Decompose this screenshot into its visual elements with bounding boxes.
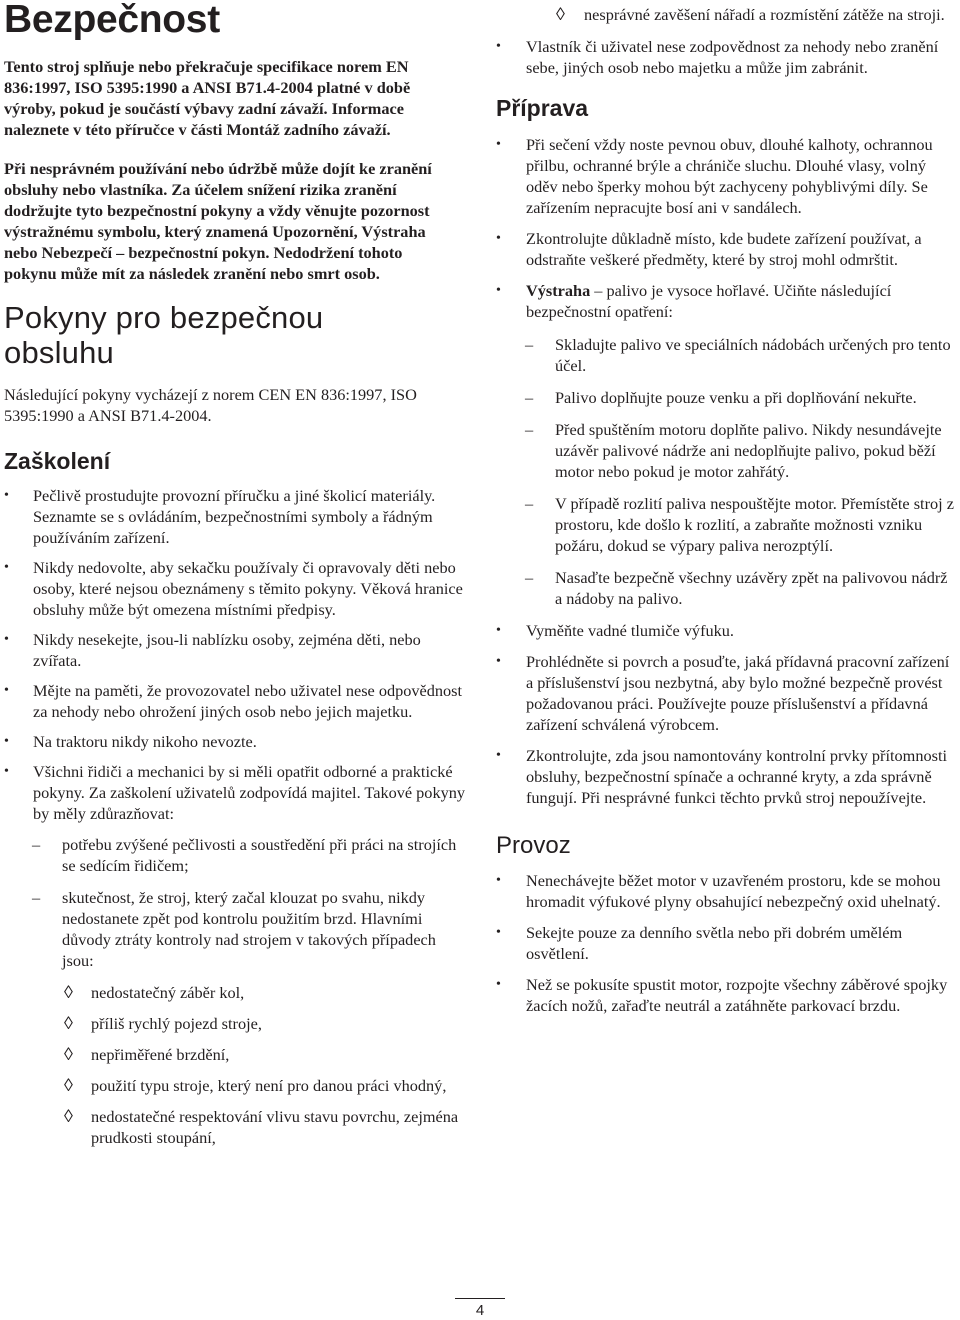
emphasis-list	[4, 834, 466, 971]
bullet-diamond: ◊	[64, 1044, 73, 1064]
operation-item: • Než se pokusíte spustit motor, rozpojte všechny záběrové spojky žacích nožů, zařaďte neutrál a zatáhněte parkovací brzdu.	[496, 975, 948, 1015]
bullet-dot: •	[496, 873, 501, 888]
owner-item: • Vlastník či uživatel nese zodpovědnost za nehody nebo zranění sebe, jiných osob nebo majetku a může jim zabránit.	[496, 37, 939, 77]
prep-title: Příprava	[496, 95, 589, 121]
bullet-diamond: ◊	[64, 1106, 73, 1126]
bullet-dash: –	[525, 568, 534, 587]
bullet-dot: •	[496, 231, 501, 246]
section-title: Pokyny pro bezpečnou obsluhu	[4, 300, 324, 370]
bullet-dot: •	[4, 734, 9, 749]
operation-item: • Nenechávejte běžet motor v uzavřeném prostoru, kde se mohou hromadit výfukové plyny obsahující nebezpečný oxid uhelnatý.	[496, 871, 941, 911]
bullet-diamond: ◊	[64, 982, 73, 1002]
page-title: Bezpečnost	[4, 0, 220, 41]
bullet-dash: –	[525, 420, 534, 439]
training-item: • Nikdy nedovolte, aby sekačku používaly či opravovaly děti nebo osoby, které nejsou obeznámeny s těmito pokyny. Věková hranice obsluhy může být omezena místními předpisy.	[4, 558, 463, 619]
bullet-diamond: ◊	[64, 1075, 73, 1095]
fuel-list	[496, 334, 958, 609]
bullet-dot: •	[4, 560, 9, 575]
training-list	[4, 485, 466, 824]
cause-item: ◊ použití typu stroje, který není pro danou práci vhodný,	[64, 1075, 447, 1095]
bullet-diamond: ◊	[556, 4, 565, 24]
bullet-dash: –	[525, 388, 534, 407]
emphasis-item: – skutečnost, že stroj, který začal klouzat po svahu, nikdy nedostanete zpět pod kontrolu použitím brzd. Hlavními důvody ztráty kontroly nad strojem v takových případech jsou:	[32, 888, 436, 970]
fuel-item: – Před spuštěním motoru doplňte palivo. Nikdy nesundávejte uzávěr palivové nádrže ani nedoplňujte palivo, pokud běží motor nebo pokud je motor zahřátý.	[525, 420, 942, 481]
owner-list	[496, 36, 958, 78]
left-column	[4, 0, 466, 1158]
training-title: Zaškolení	[4, 448, 111, 474]
fuel-item: – Skladujte palivo ve speciálních nádobách určených pro tento účel.	[525, 335, 951, 375]
bullet-dot: •	[496, 39, 501, 54]
fuel-item: – Nasaďte bezpečně všechny uzávěry zpět na palivovou nádrž a nádoby na palivo.	[525, 568, 948, 608]
training-item: • Všichni řidiči a mechanici by si měli opatřit odborné a praktické pokyny. Za zaškolení uživatelů zodpovídá majitel. Takové pokyny by měly zdůrazňovat:	[4, 762, 466, 823]
bullet-dot: •	[4, 632, 9, 647]
fuel-warning-lead: Výstraha	[526, 281, 591, 300]
operation-item: • Sekejte pouze za denního světla nebo při dobrém umělém osvětlení.	[496, 923, 903, 963]
bullet-dot: •	[4, 488, 9, 503]
bullet-dot: •	[496, 977, 501, 992]
causes-list	[4, 982, 466, 1148]
operation-list	[496, 870, 958, 1016]
bullet-dash: –	[32, 888, 41, 907]
prep-item: • Vyměňte vadné tlumiče výfuku.	[496, 621, 734, 640]
cause-item: ◊ nedostatečný záběr kol,	[64, 982, 245, 1002]
bullet-dash: –	[525, 494, 534, 513]
causes-list-continued	[496, 4, 958, 25]
training-item: • Nikdy nesekejte, jsou-li nablízku osoby, zejména děti, nebo zvířata.	[4, 630, 421, 670]
bullet-dot: •	[496, 925, 501, 940]
prep-list-2	[496, 620, 958, 808]
cause-item: ◊ nesprávné zavěšení nářadí a rozmístění zátěže na stroji.	[556, 4, 945, 24]
prep-item: • Zkontrolujte důkladně místo, kde budete zařízení používat, a odstraňte veškeré předměty, které by stroj mohl odmrštit.	[496, 229, 922, 269]
bullet-dot: •	[4, 764, 9, 779]
warning-rest: Za účelem snížení rizika zranění dodržujte tyto bezpečnostní pokyny a vždy věnujte pozornost výstražnému symbolu, který znamená Upozornění, Výstraha nebo Nebezpečí – bezpečnostní pokyn. Nedodržení tohoto pokynu může mít za následek zranění nebo smrt osob.	[4, 180, 430, 283]
fuel-item: – Palivo doplňujte pouze venku a při doplňování nekuřte.	[525, 388, 917, 407]
training-item: • Na traktoru nikdy nikoho nevozte.	[4, 732, 257, 751]
cause-item: ◊ nedostatečné respektování vlivu stavu povrchu, zejména prudkosti stoupání,	[64, 1106, 459, 1147]
fuel-item: – V případě rozlití paliva nespouštějte motor. Přemístěte stroj z prostoru, kde došlo k rozlití, a zabraňte možnosti vzniku požáru, dokud se výpary paliva nerozptýlí.	[525, 494, 954, 555]
training-item: • Mějte na paměti, že provozovatel nebo uživatel nese odpovědnost za nehody nebo ohrožení jiných osob nebo jejich majetku.	[4, 681, 463, 721]
fuel-warning-rest: – palivo je vysoce hořlavé. Učiňte následující bezpečnostní opatření:	[526, 281, 892, 321]
bullet-diamond: ◊	[64, 1013, 73, 1033]
footer-divider	[455, 1298, 505, 1299]
warning-lead: Při nesprávném používání nebo údržbě může dojít ke zranění obsluhy nebo vlastníka.	[4, 159, 432, 199]
bullet-dash: –	[525, 335, 534, 354]
operation-title: Provoz	[496, 832, 571, 859]
prep-item: • Při sečení vždy noste pevnou obuv, dlouhé kalhoty, ochrannou přilbu, ochranné brýle a chrániče sluchu. Dlouhé vlasy, volný oděv nebo šperky mohou být zachyceny pohyblivými díly. Se zařízením nepracujte bosí ani v sandálech.	[496, 135, 933, 217]
intro-paragraph: Tento stroj splňuje nebo překračuje specifikace norem EN 836:1997, ISO 5395:1990 a ANSI B71.4-2004 platné v době výroby, pokud je součástí výbavy zadní závaží. Informace naleznete v této příručce v části Montáž zadního závaží.	[4, 57, 411, 139]
cause-item: ◊ nepřiměřené brzdění,	[64, 1044, 230, 1064]
emphasis-item: – potřebu zvýšené pečlivosti a soustředění při práci na strojích se sedícím řidičem;	[32, 835, 457, 875]
bullet-dot: •	[496, 623, 501, 638]
prep-item: • Prohlédněte si povrch a posuďte, jaká přídavná pracovní zařízení a příslušenství jsou nezbytná, aby bylo možné bezpečně provést požadovanou práci. Používejte pouze příslušenství a přídavná zařízení schválená výrobcem.	[496, 652, 950, 734]
prep-item: • Zkontrolujte, zda jsou namontovány kontrolní prvky přítomnosti obsluhy, bezpečnostní spínače a ochranné kryty, a zda správně fungují. Při nesprávné funkci těchto prvků stroj nepoužívejte.	[496, 746, 947, 807]
bullet-dot: •	[496, 748, 501, 763]
bullet-dot: •	[4, 683, 9, 698]
cause-item: ◊ příliš rychlý pojezd stroje,	[64, 1013, 262, 1033]
prep-list	[496, 134, 958, 322]
training-item: • Pečlivě prostudujte provozní příručku a jiné školicí materiály. Seznamte se s ovládáním, bezpečnostními symboly a řádným používáním zařízení.	[4, 486, 436, 547]
fuel-warning-item	[496, 280, 958, 322]
bullet-dot: •	[496, 283, 501, 298]
bullet-dash: –	[32, 835, 41, 854]
page-number: 4	[475, 1302, 485, 1319]
right-column	[496, 4, 958, 1026]
bullet-dot: •	[496, 654, 501, 669]
section-intro: Následující pokyny vycházejí z norem CEN EN 836:1997, ISO 5395:1990 a ANSI B71.4-2004.	[4, 385, 417, 425]
bullet-dot: •	[496, 137, 501, 152]
warning-paragraph	[4, 158, 450, 284]
